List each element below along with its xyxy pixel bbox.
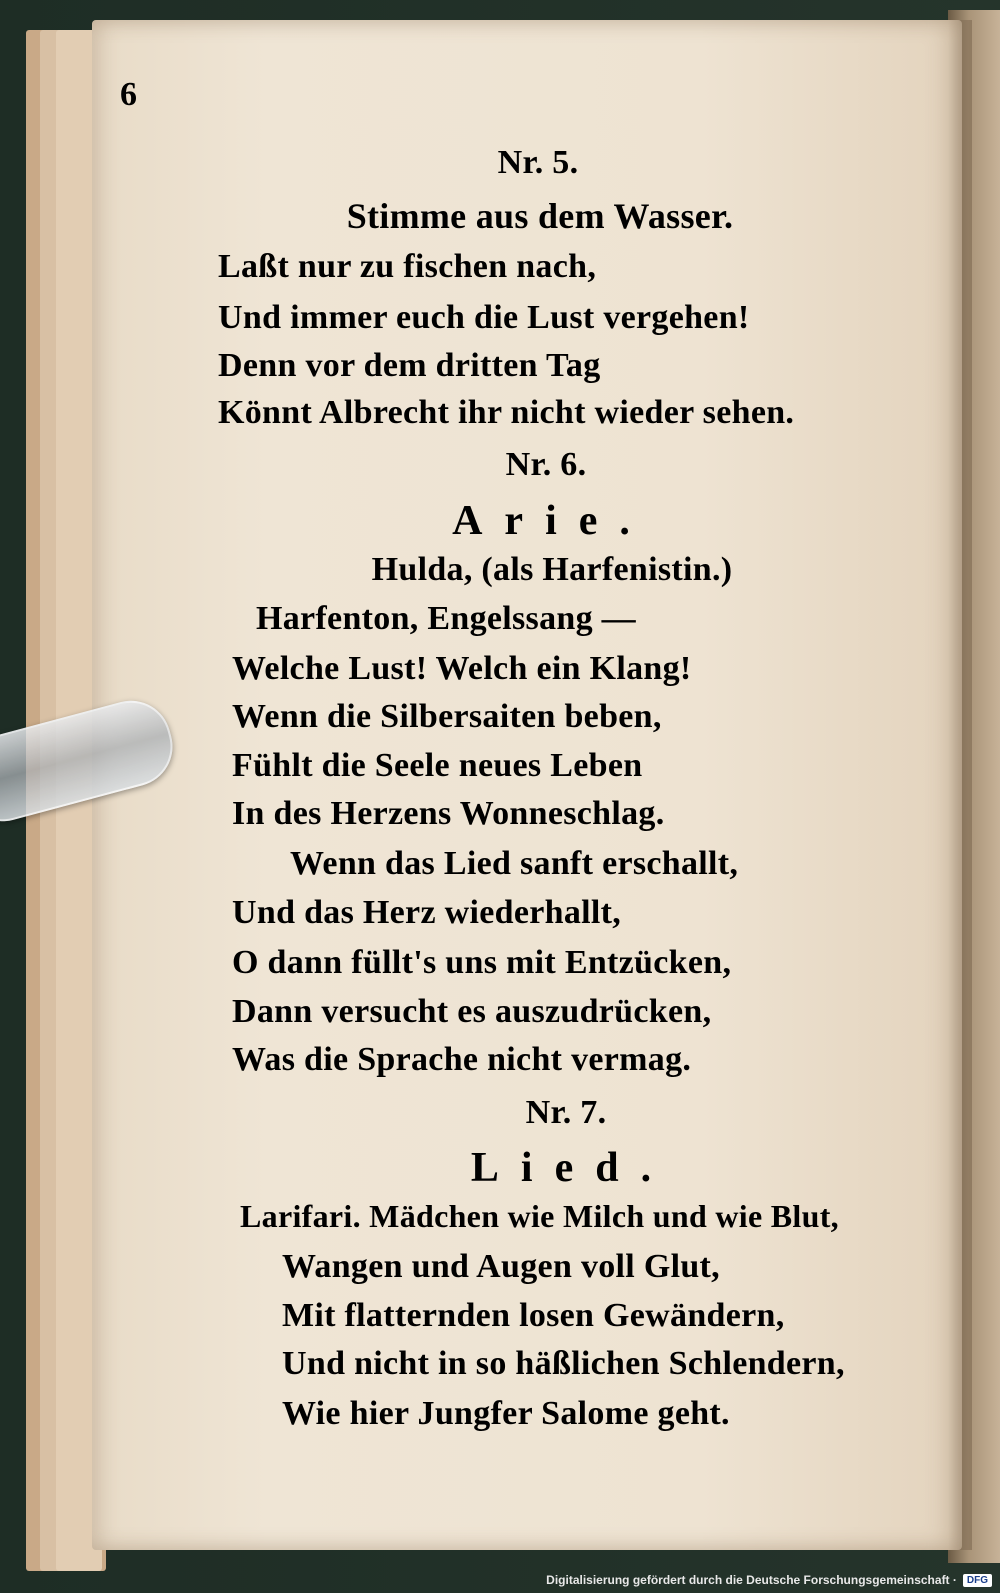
verse-line: Harfenton, Engelssang —	[256, 600, 636, 637]
verse-line: Dann versucht es auszudrücken,	[232, 993, 712, 1030]
verse-line: Wangen und Augen voll Glut,	[282, 1248, 720, 1285]
section-title-7: Lied.	[470, 1145, 674, 1191]
section-number-5: Nr. 5.	[497, 144, 579, 181]
verse-line: Wie hier Jungfer Salome geht.	[282, 1395, 730, 1432]
verse-line: Fühlt die Seele neues Leben	[232, 747, 643, 784]
verse-line: Wenn die Silbersaiten beben,	[232, 698, 662, 735]
verse-line: Und immer euch die Lust vergehen!	[218, 299, 750, 336]
page-shadow	[948, 20, 972, 1550]
verse-line: O dann füllt's uns mit Entzücken,	[232, 944, 732, 981]
section-title-5: Stimme aus dem Wasser.	[346, 196, 734, 236]
verse-line: In des Herzens Wonneschlag.	[232, 795, 665, 832]
verse-line: Welche Lust! Welch ein Klang!	[232, 650, 692, 687]
verse-line: Wenn das Lied sanft erschallt,	[290, 845, 739, 882]
verse-line: Larifari. Mädchen wie Milch und wie Blut,	[240, 1198, 839, 1234]
verse-line: Denn vor dem dritten Tag	[218, 347, 601, 384]
verse-line: Was die Sprache nicht vermag.	[232, 1041, 692, 1078]
section-number-6: Nr. 6.	[505, 446, 587, 483]
verse-line: Laßt nur zu fischen nach,	[218, 248, 597, 285]
page-number: 6	[120, 76, 138, 113]
speaker-heading: Hulda, (als Harfenistin.)	[371, 551, 733, 588]
verse-line: Und das Herz wiederhallt,	[232, 894, 622, 931]
dfg-logo: DFG	[963, 1574, 992, 1587]
digitization-credit	[546, 1573, 992, 1587]
verse-line: Und nicht in so häßlichen Schlendern,	[282, 1345, 845, 1382]
credit-text: Digitalisierung gefördert durch die Deutsche Forschungsgemeinschaft ·	[546, 1573, 957, 1587]
section-number-7: Nr. 7.	[525, 1094, 607, 1131]
verse-line: Mit flatternden losen Gewändern,	[282, 1297, 785, 1334]
section-title-6: Arie.	[452, 498, 652, 544]
verse-line: Könnt Albrecht ihr nicht wieder sehen.	[218, 394, 795, 431]
